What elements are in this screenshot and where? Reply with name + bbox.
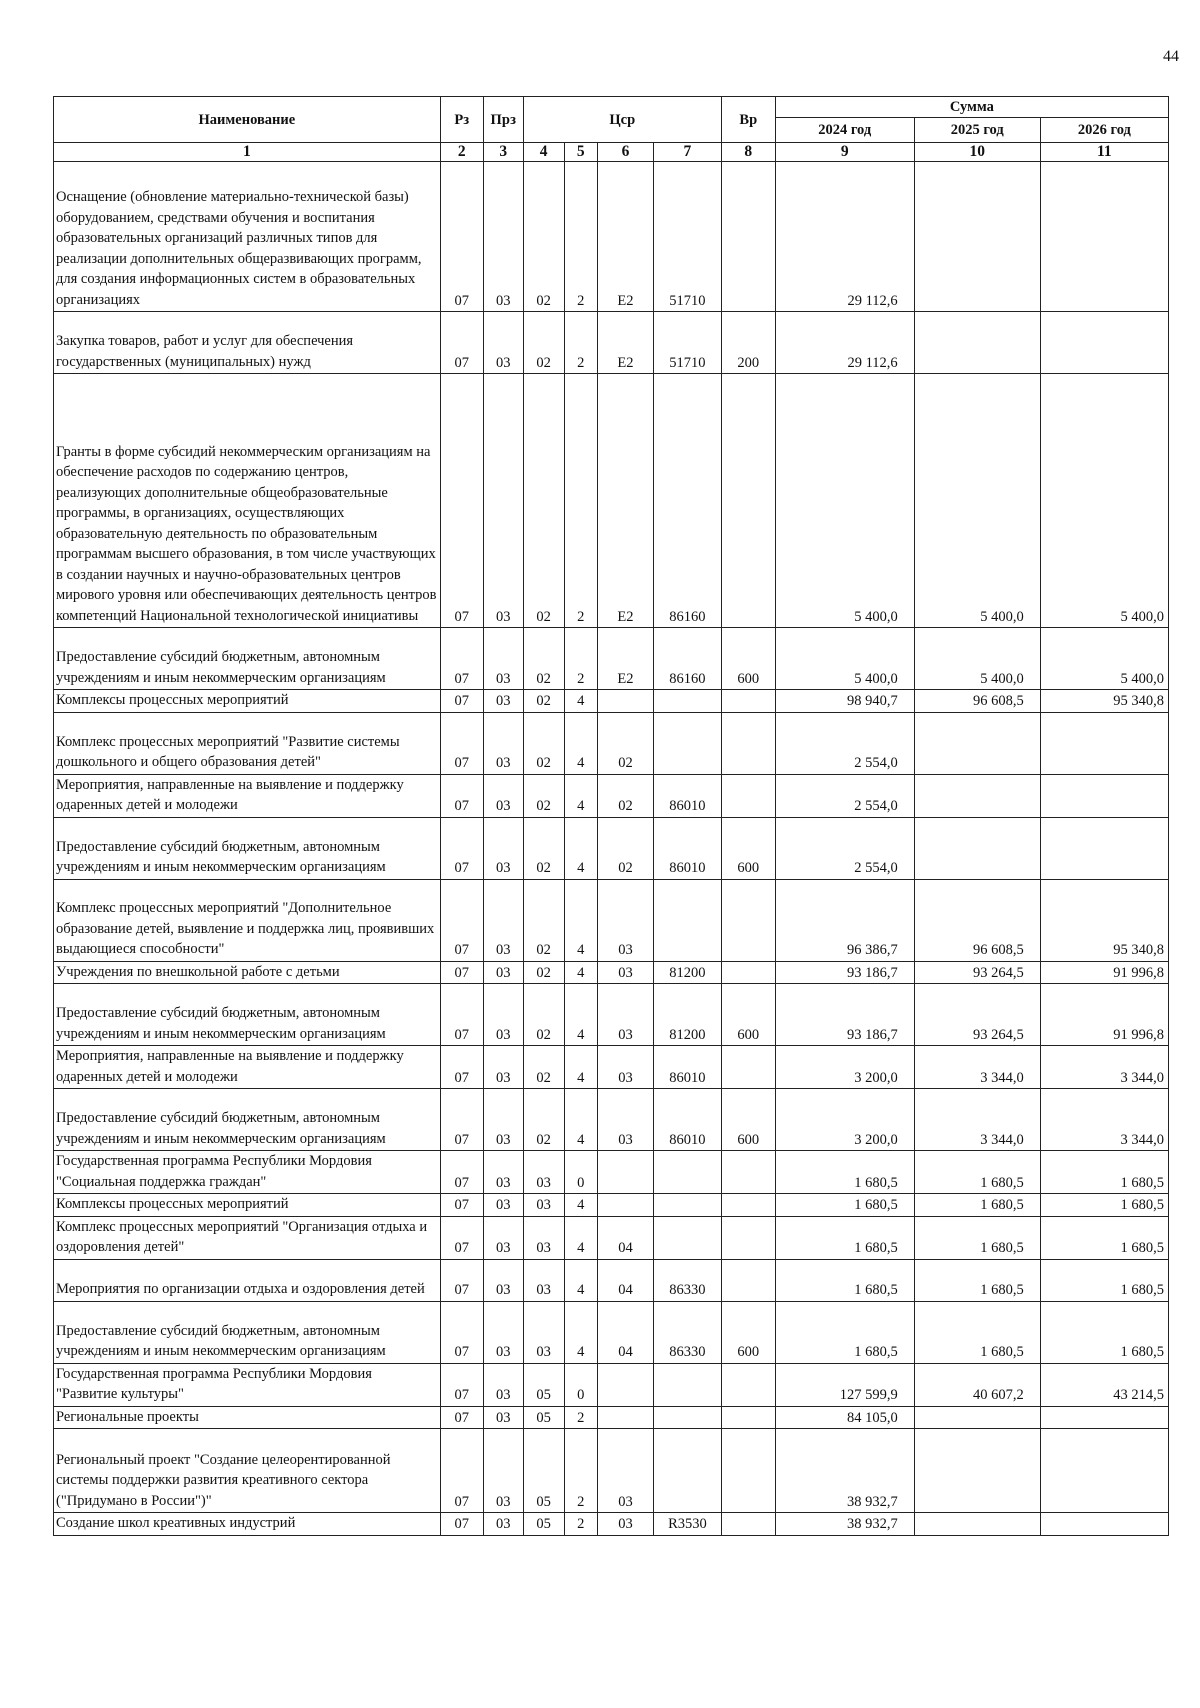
row-name: Государственная программа Республики Мордовия "Развитие культуры" [54, 1363, 441, 1406]
cell-prz: 03 [483, 961, 523, 984]
cell-csr-6 [597, 690, 653, 713]
amount-2026: 5 400,0 [1040, 374, 1168, 628]
amount-2026: 43 214,5 [1040, 1363, 1168, 1406]
amount-2025: 3 344,0 [914, 1046, 1040, 1089]
cell-csr-7 [653, 1151, 721, 1194]
amount-2024: 29 112,6 [775, 162, 914, 312]
cell-rz: 07 [440, 690, 483, 713]
header-csr: Цср [523, 97, 721, 143]
budget-table [53, 96, 1169, 1536]
table-row [54, 817, 1169, 879]
cell-rz: 07 [440, 312, 483, 374]
cell-csr-7: 51710 [653, 162, 721, 312]
amount-2024: 5 400,0 [775, 374, 914, 628]
amount-2024: 1 680,5 [775, 1151, 914, 1194]
cell-vr [721, 1151, 775, 1194]
cell-csr-4: 05 [523, 1406, 564, 1429]
cell-csr-5: 4 [564, 712, 597, 774]
table-row [54, 1513, 1169, 1536]
cell-csr-6: 04 [597, 1216, 653, 1259]
amount-2026 [1040, 312, 1168, 374]
amount-2026: 1 680,5 [1040, 1151, 1168, 1194]
amount-2025: 93 264,5 [914, 961, 1040, 984]
table-row [54, 774, 1169, 817]
cell-prz: 03 [483, 1406, 523, 1429]
cell-csr-5: 4 [564, 1046, 597, 1089]
amount-2025: 96 608,5 [914, 879, 1040, 961]
row-name: Мероприятия, направленные на выявление и поддержку одаренных детей и молодежи [54, 1046, 441, 1089]
row-name: Региональные проекты [54, 1406, 441, 1429]
cell-csr-6: 03 [597, 879, 653, 961]
amount-2026: 3 344,0 [1040, 1046, 1168, 1089]
cell-csr-7: 51710 [653, 312, 721, 374]
cell-csr-5: 4 [564, 1259, 597, 1301]
cell-csr-4: 03 [523, 1194, 564, 1217]
header-prz: Прз [483, 97, 523, 143]
cell-csr-5: 2 [564, 1406, 597, 1429]
amount-2024: 29 112,6 [775, 312, 914, 374]
amount-2024: 2 554,0 [775, 712, 914, 774]
cell-csr-7: 81200 [653, 961, 721, 984]
cell-vr [721, 961, 775, 984]
amount-2025: 96 608,5 [914, 690, 1040, 713]
cell-csr-4: 02 [523, 984, 564, 1046]
cell-vr [721, 774, 775, 817]
amount-2024: 1 680,5 [775, 1216, 914, 1259]
header-year-2025: 2025 год [914, 118, 1040, 143]
amount-2025: 5 400,0 [914, 374, 1040, 628]
cell-vr [721, 1216, 775, 1259]
cell-csr-6: 02 [597, 774, 653, 817]
cell-prz: 03 [483, 1151, 523, 1194]
row-name: Предоставление субсидий бюджетным, автономным учреждениям и иным некоммерческим организациям [54, 984, 441, 1046]
amount-2024: 1 680,5 [775, 1194, 914, 1217]
amount-2026: 1 680,5 [1040, 1216, 1168, 1259]
cell-csr-4: 02 [523, 312, 564, 374]
cell-rz: 07 [440, 984, 483, 1046]
cell-prz: 03 [483, 1513, 523, 1536]
amount-2024: 127 599,9 [775, 1363, 914, 1406]
amount-2024: 93 186,7 [775, 961, 914, 984]
table-header [54, 97, 1169, 162]
column-number: 10 [914, 143, 1040, 162]
cell-vr [721, 1513, 775, 1536]
amount-2025 [914, 312, 1040, 374]
amount-2024: 5 400,0 [775, 628, 914, 690]
cell-csr-6: E2 [597, 162, 653, 312]
header-name: Наименование [54, 97, 441, 143]
amount-2025: 1 680,5 [914, 1259, 1040, 1301]
cell-csr-4: 02 [523, 1046, 564, 1089]
column-number: 9 [775, 143, 914, 162]
table-row [54, 984, 1169, 1046]
cell-rz: 07 [440, 1406, 483, 1429]
cell-prz: 03 [483, 312, 523, 374]
cell-rz: 07 [440, 1194, 483, 1217]
amount-2026 [1040, 1406, 1168, 1429]
amount-2026: 5 400,0 [1040, 628, 1168, 690]
table-row [54, 879, 1169, 961]
amount-2026: 95 340,8 [1040, 879, 1168, 961]
cell-csr-6: 03 [597, 1513, 653, 1536]
cell-csr-6: 03 [597, 961, 653, 984]
cell-rz: 07 [440, 1089, 483, 1151]
cell-csr-7 [653, 879, 721, 961]
cell-csr-5: 4 [564, 817, 597, 879]
cell-csr-6: E2 [597, 374, 653, 628]
table-row [54, 162, 1169, 312]
cell-vr: 200 [721, 312, 775, 374]
table-row [54, 690, 1169, 713]
amount-2024: 96 386,7 [775, 879, 914, 961]
cell-csr-5: 2 [564, 374, 597, 628]
table-row [54, 961, 1169, 984]
cell-vr [721, 1406, 775, 1429]
row-name: Закупка товаров, работ и услуг для обеспечения государственных (муниципальных) нужд [54, 312, 441, 374]
cell-csr-6 [597, 1151, 653, 1194]
cell-csr-6: E2 [597, 312, 653, 374]
amount-2025: 40 607,2 [914, 1363, 1040, 1406]
cell-vr: 600 [721, 1089, 775, 1151]
column-number: 4 [523, 143, 564, 162]
cell-prz: 03 [483, 374, 523, 628]
cell-csr-7: 86330 [653, 1301, 721, 1363]
cell-csr-4: 03 [523, 1301, 564, 1363]
row-name: Предоставление субсидий бюджетным, автономным учреждениям и иным некоммерческим организациям [54, 817, 441, 879]
column-number-row [54, 143, 1169, 162]
cell-csr-4: 05 [523, 1513, 564, 1536]
cell-prz: 03 [483, 162, 523, 312]
amount-2025: 5 400,0 [914, 628, 1040, 690]
cell-csr-5: 4 [564, 1194, 597, 1217]
cell-csr-7: R3530 [653, 1513, 721, 1536]
cell-csr-6: 03 [597, 1089, 653, 1151]
cell-csr-4: 02 [523, 961, 564, 984]
table-row [54, 1194, 1169, 1217]
cell-csr-5: 2 [564, 1429, 597, 1513]
amount-2026: 91 996,8 [1040, 984, 1168, 1046]
cell-rz: 07 [440, 162, 483, 312]
row-name: Мероприятия, направленные на выявление и поддержку одаренных детей и молодежи [54, 774, 441, 817]
cell-rz: 07 [440, 961, 483, 984]
amount-2026 [1040, 1429, 1168, 1513]
cell-csr-7: 81200 [653, 984, 721, 1046]
row-name: Комплексы процессных мероприятий [54, 1194, 441, 1217]
amount-2025: 93 264,5 [914, 984, 1040, 1046]
table-row [54, 312, 1169, 374]
cell-csr-5: 0 [564, 1363, 597, 1406]
cell-prz: 03 [483, 1259, 523, 1301]
cell-csr-4: 02 [523, 690, 564, 713]
amount-2025 [914, 1406, 1040, 1429]
cell-rz: 07 [440, 374, 483, 628]
header-rz: Рз [440, 97, 483, 143]
table-row [54, 1259, 1169, 1301]
amount-2024: 3 200,0 [775, 1089, 914, 1151]
cell-rz: 07 [440, 774, 483, 817]
cell-csr-4: 02 [523, 1089, 564, 1151]
cell-csr-5: 2 [564, 312, 597, 374]
column-number: 5 [564, 143, 597, 162]
amount-2026: 1 680,5 [1040, 1259, 1168, 1301]
cell-csr-6: 04 [597, 1301, 653, 1363]
table-row [54, 1301, 1169, 1363]
amount-2025 [914, 1429, 1040, 1513]
amount-2025: 3 344,0 [914, 1089, 1040, 1151]
cell-prz: 03 [483, 1216, 523, 1259]
row-name: Оснащение (обновление материально-технической базы) оборудованием, средствами обучения и воспитания образовательных организаций различных типов для реализации дополнительных общеразвивающих программ, для создания информационных систем в образовательных организациях [54, 162, 441, 312]
cell-csr-5: 4 [564, 774, 597, 817]
cell-csr-7 [653, 1363, 721, 1406]
cell-csr-4: 02 [523, 817, 564, 879]
cell-csr-5: 2 [564, 1513, 597, 1536]
table-row [54, 1089, 1169, 1151]
cell-csr-7 [653, 712, 721, 774]
column-number: 2 [440, 143, 483, 162]
cell-csr-4: 05 [523, 1429, 564, 1513]
amount-2024: 38 932,7 [775, 1513, 914, 1536]
cell-csr-7 [653, 1429, 721, 1513]
cell-prz: 03 [483, 690, 523, 713]
cell-csr-7: 86010 [653, 774, 721, 817]
cell-csr-4: 02 [523, 712, 564, 774]
cell-csr-6: E2 [597, 628, 653, 690]
row-name: Государственная программа Республики Мордовия "Социальная поддержка граждан" [54, 1151, 441, 1194]
cell-prz: 03 [483, 1046, 523, 1089]
cell-vr [721, 162, 775, 312]
cell-vr: 600 [721, 984, 775, 1046]
cell-csr-7: 86330 [653, 1259, 721, 1301]
table-row [54, 712, 1169, 774]
row-name: Предоставление субсидий бюджетным, автономным учреждениям и иным некоммерческим организациям [54, 1089, 441, 1151]
cell-rz: 07 [440, 817, 483, 879]
cell-csr-5: 4 [564, 961, 597, 984]
row-name: Комплекс процессных мероприятий "Дополнительное образование детей, выявление и поддержка лиц, проявивших выдающиеся способности" [54, 879, 441, 961]
cell-csr-4: 02 [523, 628, 564, 690]
cell-csr-6 [597, 1406, 653, 1429]
row-name: Региональный проект "Создание целеорентированной системы поддержки развития креативного сектора ("Придумано в России")" [54, 1429, 441, 1513]
cell-csr-5: 4 [564, 1089, 597, 1151]
row-name: Комплекс процессных мероприятий "Развитие системы дошкольного и общего образования детей" [54, 712, 441, 774]
amount-2026 [1040, 774, 1168, 817]
cell-vr [721, 1429, 775, 1513]
amount-2026: 1 680,5 [1040, 1301, 1168, 1363]
column-number: 3 [483, 143, 523, 162]
cell-rz: 07 [440, 1046, 483, 1089]
cell-csr-5: 4 [564, 879, 597, 961]
amount-2026 [1040, 1513, 1168, 1536]
row-name: Создание школ креативных индустрий [54, 1513, 441, 1536]
cell-vr [721, 879, 775, 961]
amount-2024: 1 680,5 [775, 1301, 914, 1363]
header-summa: Сумма [775, 97, 1168, 118]
amount-2026: 95 340,8 [1040, 690, 1168, 713]
amount-2024: 1 680,5 [775, 1259, 914, 1301]
row-name: Комплексы процессных мероприятий [54, 690, 441, 713]
cell-csr-4: 02 [523, 374, 564, 628]
cell-csr-4: 03 [523, 1216, 564, 1259]
cell-csr-6: 02 [597, 817, 653, 879]
amount-2024: 3 200,0 [775, 1046, 914, 1089]
column-number: 6 [597, 143, 653, 162]
amount-2024: 93 186,7 [775, 984, 914, 1046]
amount-2025: 1 680,5 [914, 1216, 1040, 1259]
cell-vr: 600 [721, 1301, 775, 1363]
cell-prz: 03 [483, 1363, 523, 1406]
amount-2025 [914, 162, 1040, 312]
cell-csr-7: 86010 [653, 817, 721, 879]
amount-2026 [1040, 712, 1168, 774]
header-vr: Вр [721, 97, 775, 143]
cell-csr-6 [597, 1363, 653, 1406]
amount-2025: 1 680,5 [914, 1151, 1040, 1194]
amount-2025 [914, 817, 1040, 879]
cell-rz: 07 [440, 1301, 483, 1363]
cell-csr-5: 4 [564, 1216, 597, 1259]
cell-prz: 03 [483, 984, 523, 1046]
column-number: 7 [653, 143, 721, 162]
cell-vr [721, 1046, 775, 1089]
cell-csr-5: 2 [564, 162, 597, 312]
cell-rz: 07 [440, 1429, 483, 1513]
cell-vr: 600 [721, 817, 775, 879]
table-row [54, 1216, 1169, 1259]
cell-rz: 07 [440, 1216, 483, 1259]
amount-2026: 91 996,8 [1040, 961, 1168, 984]
amount-2026 [1040, 817, 1168, 879]
cell-csr-4: 03 [523, 1259, 564, 1301]
cell-csr-7 [653, 1194, 721, 1217]
cell-prz: 03 [483, 628, 523, 690]
amount-2024: 84 105,0 [775, 1406, 914, 1429]
cell-csr-5: 2 [564, 628, 597, 690]
cell-csr-7: 86160 [653, 374, 721, 628]
cell-csr-6: 03 [597, 984, 653, 1046]
cell-csr-5: 0 [564, 1151, 597, 1194]
cell-rz: 07 [440, 1363, 483, 1406]
cell-rz: 07 [440, 628, 483, 690]
cell-prz: 03 [483, 879, 523, 961]
cell-vr [721, 1194, 775, 1217]
header-year-2024: 2024 год [775, 118, 914, 143]
column-number: 1 [54, 143, 441, 162]
cell-csr-4: 02 [523, 879, 564, 961]
amount-2026 [1040, 162, 1168, 312]
cell-csr-6: 04 [597, 1259, 653, 1301]
row-name: Предоставление субсидий бюджетным, автономным учреждениям и иным некоммерческим организациям [54, 1301, 441, 1363]
cell-prz: 03 [483, 1194, 523, 1217]
column-number: 8 [721, 143, 775, 162]
table-row [54, 1046, 1169, 1089]
table-body [54, 162, 1169, 1536]
cell-csr-7 [653, 1406, 721, 1429]
page-number: 44 [1163, 48, 1179, 65]
cell-rz: 07 [440, 1151, 483, 1194]
cell-vr [721, 1363, 775, 1406]
cell-csr-4: 02 [523, 774, 564, 817]
table-row [54, 1429, 1169, 1513]
table-row [54, 374, 1169, 628]
row-name: Мероприятия по организации отдыха и оздоровления детей [54, 1259, 441, 1301]
amount-2025 [914, 774, 1040, 817]
amount-2025 [914, 1513, 1040, 1536]
cell-rz: 07 [440, 1259, 483, 1301]
column-number: 11 [1040, 143, 1168, 162]
cell-csr-5: 4 [564, 1301, 597, 1363]
cell-prz: 03 [483, 712, 523, 774]
amount-2024: 2 554,0 [775, 817, 914, 879]
cell-vr: 600 [721, 628, 775, 690]
cell-csr-6: 02 [597, 712, 653, 774]
header-year-2026: 2026 год [1040, 118, 1168, 143]
table-row [54, 1406, 1169, 1429]
amount-2024: 38 932,7 [775, 1429, 914, 1513]
amount-2024: 2 554,0 [775, 774, 914, 817]
cell-csr-7: 86010 [653, 1089, 721, 1151]
row-name: Предоставление субсидий бюджетным, автономным учреждениям и иным некоммерческим организациям [54, 628, 441, 690]
cell-csr-7: 86010 [653, 1046, 721, 1089]
amount-2026: 1 680,5 [1040, 1194, 1168, 1217]
table-row [54, 628, 1169, 690]
cell-csr-4: 02 [523, 162, 564, 312]
table-row [54, 1151, 1169, 1194]
cell-prz: 03 [483, 1089, 523, 1151]
cell-csr-7 [653, 690, 721, 713]
cell-csr-5: 4 [564, 690, 597, 713]
cell-csr-4: 03 [523, 1151, 564, 1194]
amount-2025 [914, 712, 1040, 774]
amount-2025: 1 680,5 [914, 1194, 1040, 1217]
cell-rz: 07 [440, 712, 483, 774]
cell-csr-5: 4 [564, 984, 597, 1046]
cell-csr-7 [653, 1216, 721, 1259]
cell-prz: 03 [483, 774, 523, 817]
cell-prz: 03 [483, 1429, 523, 1513]
row-name: Комплекс процессных мероприятий "Организация отдыха и оздоровления детей" [54, 1216, 441, 1259]
amount-2026: 3 344,0 [1040, 1089, 1168, 1151]
cell-csr-6: 03 [597, 1046, 653, 1089]
cell-rz: 07 [440, 879, 483, 961]
cell-csr-6: 03 [597, 1429, 653, 1513]
amount-2025: 1 680,5 [914, 1301, 1040, 1363]
cell-csr-6 [597, 1194, 653, 1217]
cell-csr-7: 86160 [653, 628, 721, 690]
table-row [54, 1363, 1169, 1406]
cell-prz: 03 [483, 1301, 523, 1363]
row-name: Учреждения по внешкольной работе с детьми [54, 961, 441, 984]
cell-vr [721, 712, 775, 774]
cell-vr [721, 374, 775, 628]
cell-rz: 07 [440, 1513, 483, 1536]
amount-2024: 98 940,7 [775, 690, 914, 713]
cell-prz: 03 [483, 817, 523, 879]
cell-vr [721, 690, 775, 713]
cell-vr [721, 1259, 775, 1301]
cell-csr-4: 05 [523, 1363, 564, 1406]
row-name: Гранты в форме субсидий некоммерческим организациям на обеспечение расходов по содержанию центров, реализующих дополнительные общеобразовательные программы, в организациях, осуществляющих образовательную деятельность по образовательным программам высшего образования, в том числе участвующих в создании научных и научно-образовательных центров мирового уровня или обеспечивающих деятельность центров компетенций Национальной технологической инициативы [54, 374, 441, 628]
